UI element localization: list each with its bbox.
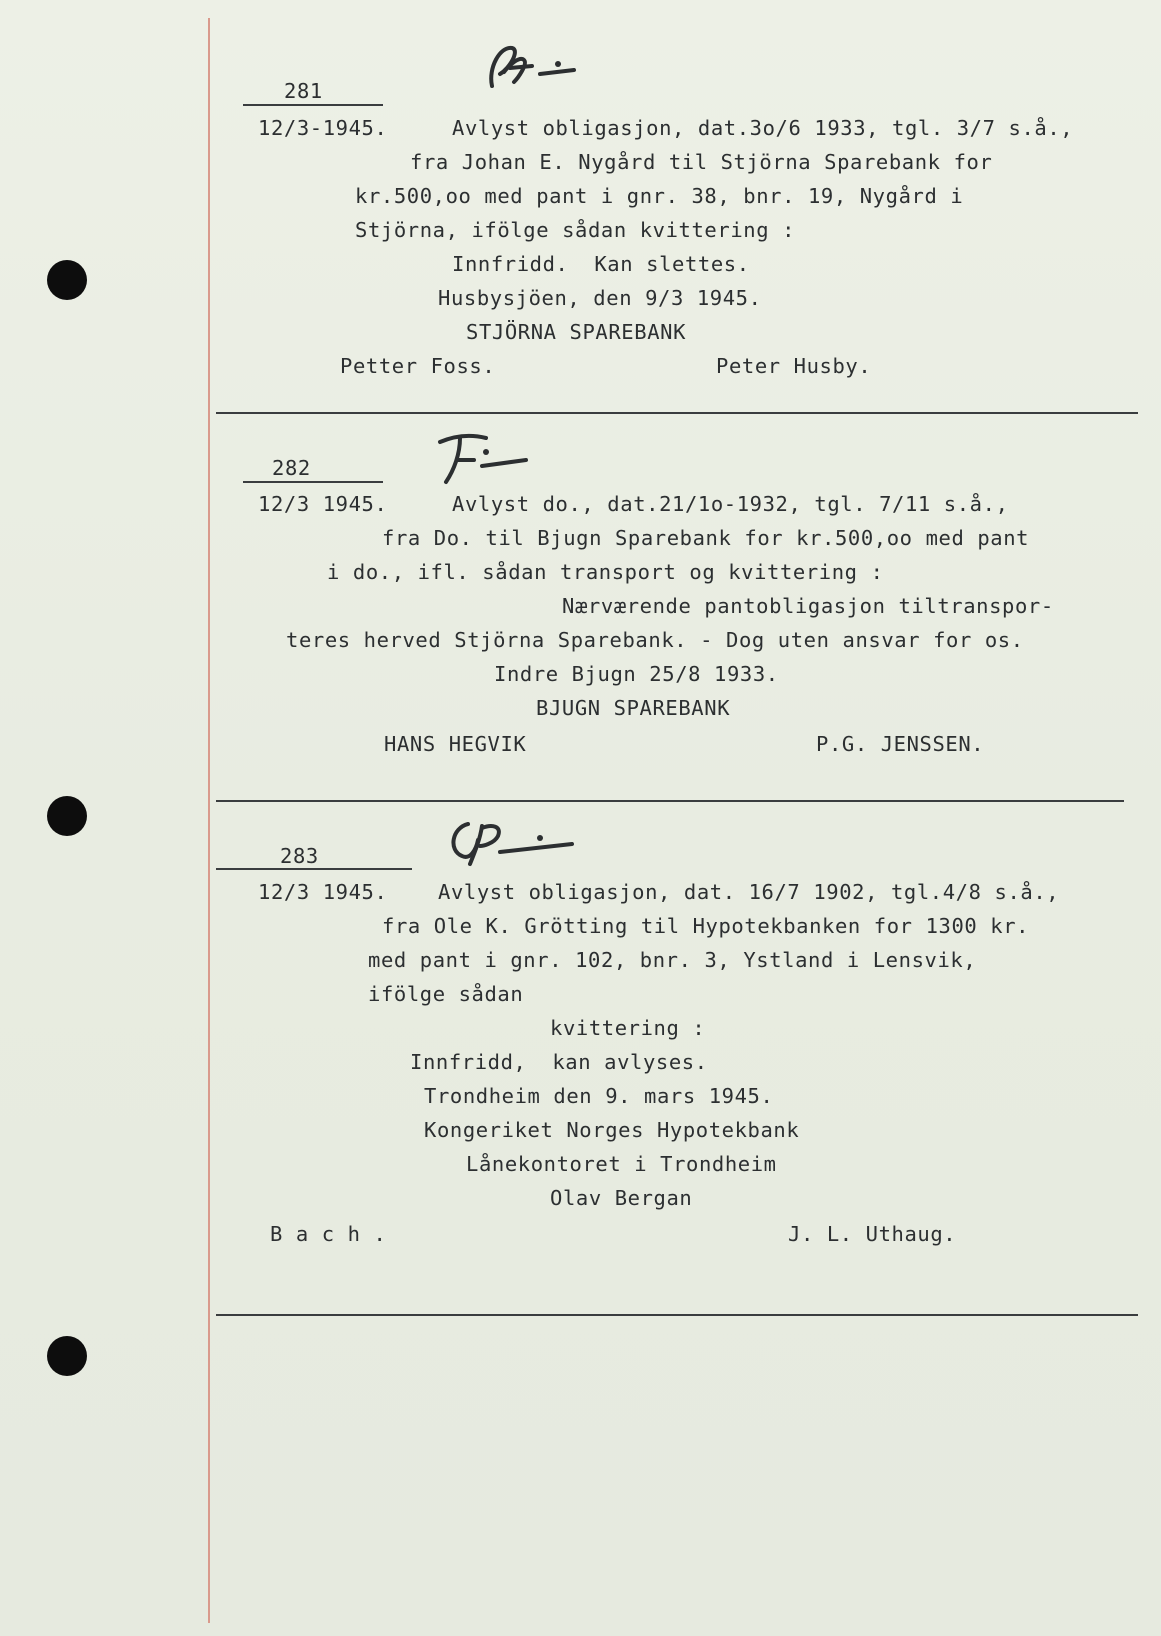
entry-date: 12/3 1945. [258,492,388,516]
handwritten-mark [430,430,540,490]
entry-line: ifölge sådan [368,982,524,1006]
entry-divider [216,1314,1138,1316]
entry-line: Avlyst obligasjon, dat. 16/7 1902, tgl.4/8 s.å., [438,880,1060,904]
signature-left: HANS HEGVIK [384,732,527,756]
handwritten-mark [470,38,580,98]
entry-line: Innfridd. Kan slettes. [452,252,750,276]
entry-line: Indre Bjugn 25/8 1933. [494,662,779,686]
margin-line [208,18,210,1623]
entry-number: 282 [272,456,311,480]
punch-hole-middle [47,796,87,836]
entry-line: fra Do. til Bjugn Sparebank for kr.500,oo med pant [382,526,1030,550]
entry-line: Lånekontoret i Trondheim [466,1152,777,1176]
entry-date: 12/3 1945. [258,880,388,904]
number-underline [216,868,412,870]
entry-line: Trondheim den 9. mars 1945. [424,1084,774,1108]
handwritten-mark [440,810,580,870]
entry-divider [216,412,1138,414]
entry-line: kr.500,oo med pant i gnr. 38, bnr. 19, Nygård i [355,184,964,208]
entry-line: Avlyst do., dat.21/1o-1932, tgl. 7/11 s.å., [452,492,1009,516]
signature-left: B a c h . [270,1222,387,1246]
entry-line: Nærværende pantobligasjon tiltranspor- [562,594,1054,618]
entry-line: fra Ole K. Grötting til Hypotekbanken for 1300 kr. [382,914,1030,938]
entry-line: STJÖRNA SPAREBANK [466,320,687,344]
number-underline [243,481,383,483]
punch-hole-bottom [47,1336,87,1376]
entry-divider [216,800,1124,802]
entry-date: 12/3-1945. [258,116,388,140]
signature-right: Peter Husby. [716,354,872,378]
entry-line: i do., ifl. sådan transport og kvittering : [327,560,884,584]
signature-left: Petter Foss. [340,354,496,378]
signature-right: J. L. Uthaug. [788,1222,957,1246]
entry-line: Olav Bergan [550,1186,693,1210]
punch-hole-top [47,260,87,300]
signature-right: P.G. JENSSEN. [816,732,985,756]
entry-line: fra Johan E. Nygård til Stjörna Sparebank for [410,150,993,174]
entry-line: Kongeriket Norges Hypotekbank [424,1118,800,1142]
entry-line: teres herved Stjörna Sparebank. - Dog uten ansvar for os. [286,628,1024,652]
entry-line: Innfridd, kan avlyses. [410,1050,708,1074]
entry-line: Stjörna, ifölge sådan kvittering : [355,218,796,242]
entry-line: Avlyst obligasjon, dat.3o/6 1933, tgl. 3/7 s.å., [452,116,1074,140]
entry-line: Husbysjöen, den 9/3 1945. [438,286,762,310]
entry-number: 283 [280,844,319,868]
number-underline [243,104,383,106]
entry-number: 281 [284,79,323,103]
entry-line: med pant i gnr. 102, bnr. 3, Ystland i Lensvik, [368,948,977,972]
entry-line: kvittering : [550,1016,706,1040]
entry-line: BJUGN SPAREBANK [536,696,731,720]
